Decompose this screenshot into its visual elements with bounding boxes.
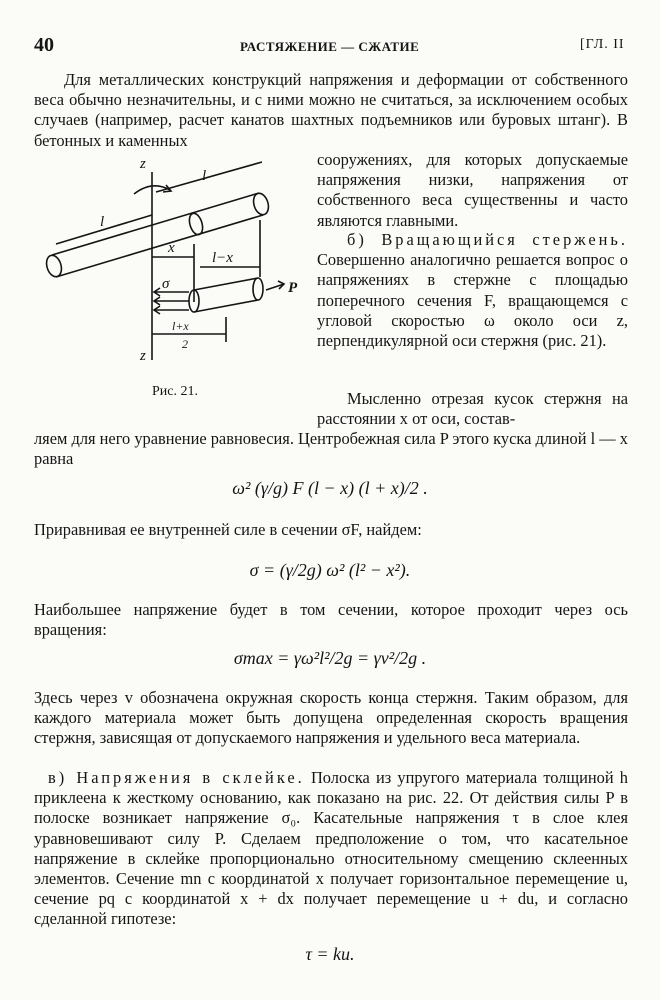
paragraph-4-wide: ляем для него уравнение равновесия. Центробежная сила P этого куска длиной l — x равна [34, 429, 628, 469]
upper-rod-top-edge [52, 193, 259, 255]
section-b-title: б) Вращающийся стержень. [347, 230, 628, 249]
page-number: 40 [34, 34, 54, 56]
lower-piece-top-edge [194, 278, 258, 290]
paragraph-1: Для металлических конструкций напряжения и деформации от собственного веса обычно незначительны, и с ними можно не считаться, за исключением особых случаев (например, расчет канатов шахтных подъемников или буровых штанг). В бетонных и каменных [34, 70, 628, 150]
page-header [0, 34, 660, 58]
paragraph-6: Наибольшее напряжение будет в том сечении, которое проходит через ось вращения: [34, 600, 628, 640]
label-P: P [288, 280, 298, 296]
label-half-den: 2 [182, 337, 188, 351]
equation-sigma: σ = (γ/2g) ω² (l² − x²). [249, 560, 411, 580]
section-v-body: Полоска из упругого материала толщиной h приклеена к жесткому основанию, как показано на рис. 22. От действия силы P в полоске возникает напряжение σ₀. Касательные напряжения τ в слое клея уравновешивают силу P. Сделаем предположение о том, что касательное напряжение в склейке пропорционально относительному смещению склеенных элементов. Сечение mn с координатой x получает горизонтальное перемещение u, сечение pq с координатой x + dx получает перемещение u + du, и согласно сделанной гипотезе: [34, 768, 628, 929]
label-sigma: σ [162, 276, 170, 292]
label-l-minus-x: l−x [212, 250, 233, 266]
figure-21 [34, 152, 314, 372]
chapter-number: [ГЛ. II [580, 37, 625, 52]
paragraph-2: сооружениях, для которых допускаемые напряжения низки, напряжения от собственного веса существенны и часто являются главными. [317, 150, 628, 230]
paragraph-7: Здесь через v обозначена окружная скорость конца стержня. Таким образом, для каждого материала может быть допущена определенная скорость вращения стержня, зависящая от допускаемого напряжения и удельного веса материала. [34, 688, 628, 748]
paragraph-8 [34, 768, 628, 930]
equation-tau: τ = ku. [305, 944, 355, 964]
paragraph-5: Приравнивая ее внутренней силе в сечении σF, найдем: [34, 520, 422, 539]
dim-l-total [156, 162, 262, 192]
label-l-left: l [100, 214, 105, 230]
figure-21-caption: Рис. 21. [152, 384, 198, 399]
figure-21-drawing [34, 152, 314, 372]
label-z-bottom: z [140, 348, 146, 364]
lower-piece-bottom-edge [194, 300, 258, 312]
section-b-body: Совершенно аналогично решается вопрос о напряжениях в стержне с площадью поперечного сечения F, вращающемся с угловой скоростью ω около оси z, перпендикулярной оси стержня (рис. 21). [317, 250, 628, 351]
upper-rod-section [187, 212, 205, 237]
section-v-title: в) Напряжения в склейке. [48, 768, 305, 787]
lower-piece-right-end [253, 278, 263, 300]
equation-sigma-max: σmax = γω²l²/2g = γv²/2g . [233, 648, 427, 668]
running-title: РАСТЯЖЕНИЕ — СЖАТИЕ [240, 39, 420, 54]
label-z-top: z [140, 156, 146, 172]
label-l-total: l [202, 168, 207, 184]
label-x: x [168, 240, 175, 256]
paragraph-3 [317, 230, 628, 351]
paragraph-4-narrow: Мысленно отрезая кусок стержня на расстоянии x от оси, состав- [317, 389, 628, 429]
equation-centrifugal-force: ω² (γ/g) F (l − x) (l + x)/2 . [232, 478, 428, 498]
label-half-num: l+x [172, 319, 189, 333]
